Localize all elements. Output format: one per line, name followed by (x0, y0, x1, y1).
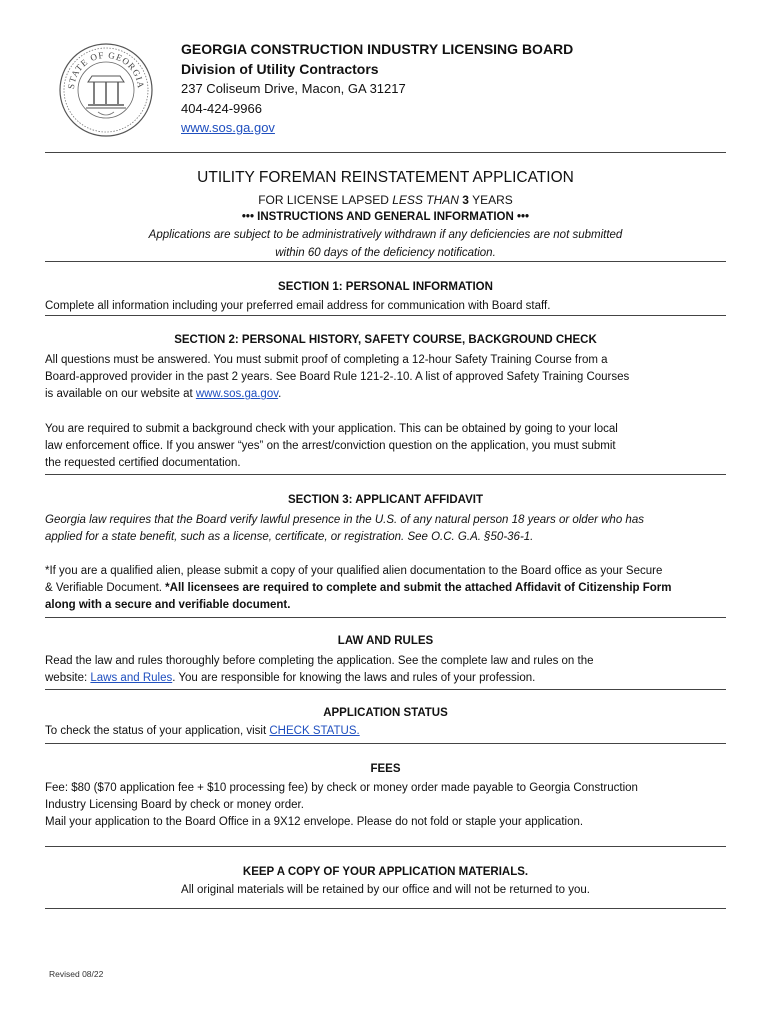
page-title: UTILITY FOREMAN REINSTATEMENT APPLICATION (197, 169, 574, 186)
law-text: Read the law and rules thoroughly before completing the application. See the complete law and rules on the website: Laws and Rules. You are responsible for knowing the laws and rules of your profession. (45, 655, 594, 685)
section1-heading: SECTION 1: PERSONAL INFORMATION (278, 281, 493, 293)
section3-alien-note: *If you are a qualified alien, please submit a copy of your qualified alien documentation to the Board office as your Secure & Verifiable Document. *All licensees are required to complete and submit the attached Affidavit of Citizenship Form along with a secure and verifiable document. (45, 565, 672, 612)
division-name: Division of Utility Contractors (181, 60, 379, 77)
keep-copy-text: All original materials will be retained by our office and will not be returned to you. (181, 884, 590, 896)
revised-date: Revised 08/22 (49, 969, 104, 979)
section2-heading: SECTION 2: PERSONAL HISTORY, SAFETY COURSE, BACKGROUND CHECK (174, 334, 597, 346)
address: 237 Coliseum Drive, Macon, GA 31217 (181, 81, 406, 96)
divider (45, 617, 726, 618)
state-seal (58, 42, 154, 138)
section1-text: Complete all information including your preferred email address for communication with Board staff. (45, 300, 551, 312)
divider (45, 315, 726, 316)
section3-law-note: Georgia law requires that the Board verify lawful presence in the U.S. of any natural person 18 years or older who has applied for a state benefit, such as a license, certificate, or registration. See O.C. G.A. §50-36-1. (45, 514, 644, 544)
withdraw-note-2: within 60 days of the deficiency notification. (275, 247, 496, 259)
laws-and-rules-link[interactable]: Laws and Rules (90, 672, 173, 685)
website-link[interactable]: www.sos.ga.gov (181, 120, 275, 135)
check-status-link[interactable]: CHECK STATUS. (269, 725, 360, 737)
divider (45, 908, 726, 909)
divider (45, 846, 726, 847)
divider (45, 474, 726, 475)
withdraw-note-1: Applications are subject to be administratively withdrawn if any deficiencies are not submitted (148, 229, 623, 241)
divider (45, 261, 726, 262)
phone: 404-424-9966 (181, 100, 262, 116)
seal-text: STATE OF GEORGIA (65, 49, 147, 90)
header-block (181, 40, 573, 138)
section3-heading: SECTION 3: APPLICANT AFFIDAVIT (287, 494, 484, 506)
page-subtitle: FOR LICENSE LAPSED LESS THAN 3 YEARS (258, 193, 513, 207)
org-name: GEORGIA CONSTRUCTION INDUSTRY LICENSING BOARD (181, 41, 574, 57)
section2-para2: You are required to submit a background check with your application. This can be obtained by going to your local law enforcement office. If you answer “yes” on the arrest/conviction question on the application, you must submit the requested certified documentation. (45, 423, 618, 470)
fees-heading: FEES (370, 763, 401, 775)
divider (45, 689, 726, 690)
instructions-heading: ••• INSTRUCTIONS AND GENERAL INFORMATION ••• (241, 211, 530, 223)
website-link[interactable]: www.sos.ga.gov (195, 388, 279, 401)
fees-text: Fee: $80 ($70 application fee + $10 processing fee) by check or money order made payable to Georgia Construction Industry Licensing Board by check or money order. Mail your application to the Board Office in a 9X12 envelope. Please do not fold or staple your application. (45, 782, 638, 829)
divider (45, 743, 726, 744)
divider (45, 152, 726, 153)
status-text: To check the status of your application, visit CHECK STATUS. (45, 725, 360, 737)
status-heading: APPLICATION STATUS (323, 707, 448, 719)
keep-copy-heading: KEEP A COPY OF YOUR APPLICATION MATERIALS. (242, 866, 529, 878)
seal-icon (58, 42, 154, 138)
law-heading: LAW AND RULES (337, 635, 434, 647)
section2-para1: All questions must be answered. You must submit proof of completing a 12-hour Safety Training Course from a Board-approved provider in the past 2 years. See Board Rule 121-2-.10. A list of approved Safety Training Courses is available on our website at www.sos.ga.gov. (45, 354, 630, 401)
